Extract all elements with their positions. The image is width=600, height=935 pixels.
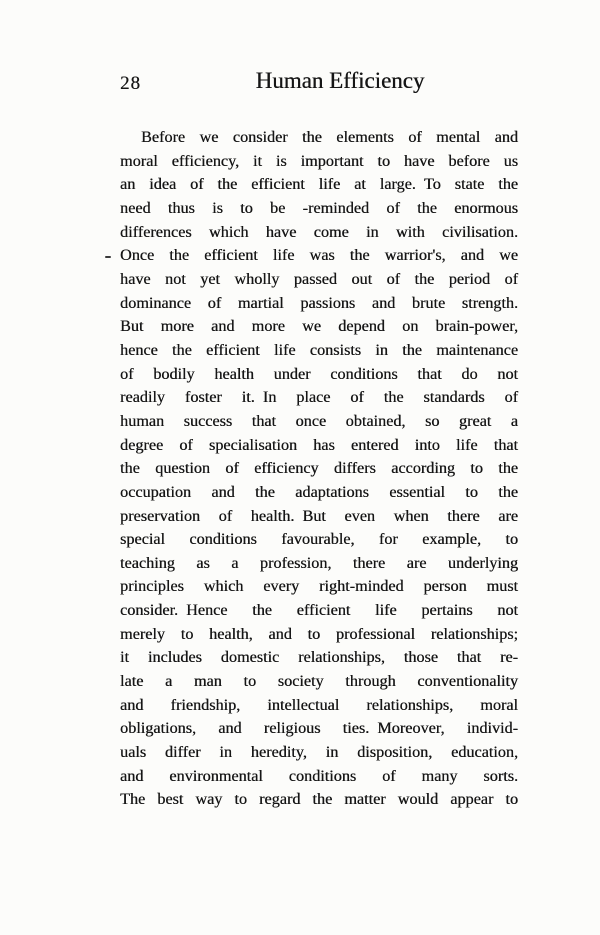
text-line: need thus is to be -reminded of the enormous	[120, 198, 518, 217]
text-line: the question of efficiency differs according to the	[120, 459, 518, 478]
text-line: special conditions favourable, for example, to	[120, 530, 518, 549]
text-line: merely to health, and to professional relationships;	[120, 624, 518, 643]
text-line: have not yet wholly passed out of the period of	[120, 269, 518, 288]
text-line: dominance of martial passions and brute strength.	[120, 293, 518, 312]
text-line: Once the efficient life was the warrior's, and we	[120, 246, 518, 265]
text-line: But more and more we depend on brain-power,	[120, 317, 518, 336]
text-line: uals differ in heredity, in disposition, education,	[120, 743, 518, 762]
text-line: principles which every right-minded person must	[120, 577, 518, 596]
ink-mark	[105, 256, 111, 258]
text-line: teaching as a profession, there are underlying	[120, 553, 518, 572]
text-line: it includes domestic relationships, those that re-	[120, 648, 518, 667]
text-line: of bodily health under conditions that do not	[120, 364, 518, 383]
page-number: 28	[120, 73, 141, 94]
text-line: and environmental conditions of many sorts.	[120, 766, 518, 785]
text-line: hence the efficient life consists in the maintenance	[120, 340, 518, 359]
text-block	[120, 126, 518, 812]
text-line: an idea of the efficient life at large. To state the	[120, 175, 518, 194]
text-line: moral efficiency, it is important to have before us	[120, 151, 518, 170]
text-line: readily foster it. In place of the standards of	[120, 388, 518, 407]
running-title: Human Efficiency	[255, 68, 425, 93]
text-line: human success that once obtained, so great a	[120, 411, 518, 430]
text-line: consider. Hence the efficient life pertains not	[120, 601, 518, 620]
text-line: occupation and the adaptations essential to the	[120, 482, 518, 501]
text-line: late a man to society through conventionality	[120, 672, 518, 691]
running-head	[120, 68, 518, 98]
text-line: Before we consider the elements of mental and	[141, 128, 518, 146]
text-line: The best way to regard the matter would appear to	[120, 790, 518, 809]
text-line: degree of specialisation has entered into life that	[120, 435, 518, 454]
text-line: obligations, and religious ties. Moreover, individ-	[120, 719, 518, 738]
text-line: preservation of health. But even when there are	[120, 506, 518, 525]
text-line: and friendship, intellectual relationships, moral	[120, 695, 518, 714]
text-line: differences which have come in with civilisation.	[120, 222, 518, 241]
